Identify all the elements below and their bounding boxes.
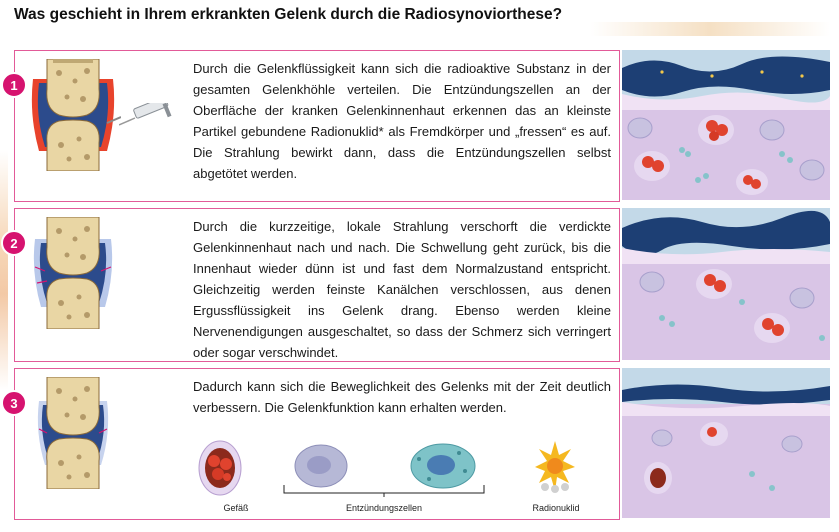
inflammatory-cell-icon bbox=[293, 443, 349, 489]
step-number-badge: 2 bbox=[1, 230, 27, 256]
activated-inflammatory-cell-icon bbox=[409, 441, 477, 491]
cells-group-bracket bbox=[283, 485, 485, 497]
step-number-badge: 1 bbox=[1, 72, 27, 98]
joint-illustration-injection bbox=[25, 59, 121, 171]
step-description-1: Durch die Gelenkflüssigkeit kann sich die radioaktive Substanz in der gesamten Gelenkhöhle verteilen. Die Entzündungszellen an der Oberfläche der kranken Gelenkinnenhaut erkennen das an kleinste Partikel gebundene Radionuklid* als Fremdkörper und „fressen“ es auf. Die Strahlung bewirkt dann, dass die Entzündungszellen selbst abgetötet werden. bbox=[193, 61, 611, 181]
syringe-icon bbox=[119, 103, 175, 129]
tissue-microscopy-step-3 bbox=[622, 368, 830, 518]
radionuclide-icon bbox=[533, 439, 577, 495]
joint-illustration-improved bbox=[25, 377, 121, 489]
vessel-icon bbox=[197, 437, 243, 499]
joint-illustration-healing bbox=[25, 217, 121, 329]
step-description-2: Durch die kurzzeitige, lokale Strahlung verschorft die verdickte Gelenkinnenhaut nach und nach. Die Schwellung geht zurück, bis die Innenhaut wieder dünn ist und fast dem Normalzustand entspricht. Gleichzeitig werden feinste Kanälchen verschlossen, aus denen Ergussflüssigkeit ins Gelenk drang. Ebenso werden kleine Nervenendigungen ausgeschaltet, so dass der Schmerz sich verringert oder sogar verschwindet. bbox=[193, 219, 611, 360]
tissue-microscopy-step-2 bbox=[622, 208, 830, 360]
legend-label-vessel: Gefäß bbox=[223, 503, 249, 513]
tissue-microscopy-step-1 bbox=[622, 50, 830, 200]
step-number-badge: 3 bbox=[1, 390, 27, 416]
step-panel-2 bbox=[10, 208, 620, 362]
legend-label-inflammatory-cells: Entzündungszellen bbox=[345, 503, 423, 513]
decorative-background-top bbox=[590, 22, 830, 36]
step-description-3: Dadurch kann sich die Beweglichkeit des Gelenks mit der Zeit deutlich verbessern. Die Gelenkfunktion kann erhalten werden. bbox=[193, 379, 611, 415]
decorative-background-left bbox=[0, 150, 8, 390]
page-title: Was geschieht in Ihrem erkrankten Gelenk durch die Radiosynoviorthese? bbox=[14, 6, 563, 23]
step-panel-1 bbox=[10, 50, 620, 202]
step-panel-3 bbox=[10, 368, 620, 520]
legend-label-radionuclide: Radionuklid bbox=[532, 503, 580, 513]
